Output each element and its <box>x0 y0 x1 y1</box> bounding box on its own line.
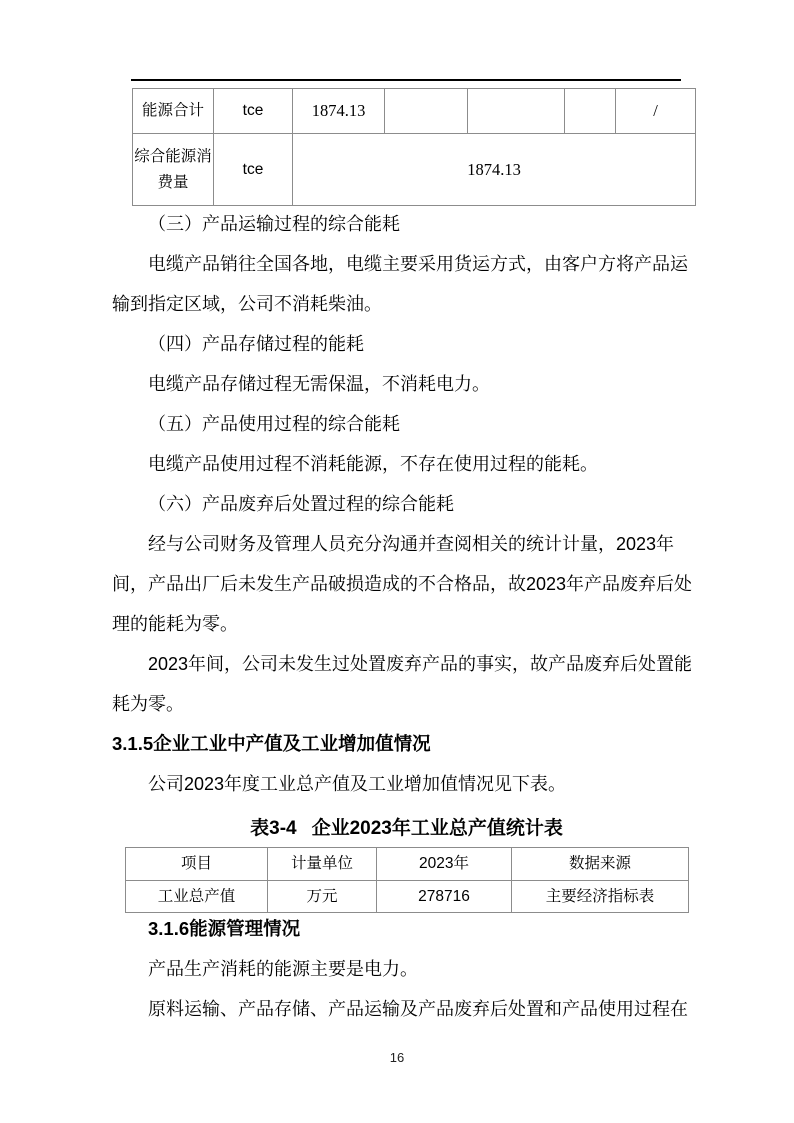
comprehensive-energy-label: 综合能源消费量 <box>133 134 214 206</box>
page-number: 16 <box>389 1050 405 1065</box>
col-header-source: 数据来源 <box>512 848 689 881</box>
empty-cell <box>565 89 616 134</box>
industrial-output-table <box>125 847 689 913</box>
table34-caption-label: 表3-4 <box>250 818 297 839</box>
industrial-output-source: 主要经济指标表 <box>512 881 689 913</box>
table34-caption <box>125 814 688 844</box>
section-heading-316: 3.1.6能源管理情况 <box>148 918 301 939</box>
table-row <box>133 89 696 134</box>
industrial-output-label: 工业总产值 <box>126 881 268 913</box>
paragraph-line: 电缆产品存储过程无需保温，不消耗电力。 <box>148 374 490 394</box>
subheading-5: （五）产品使用过程的综合能耗 <box>148 414 400 434</box>
section-heading-315: 3.1.5企业工业中产值及工业增加值情况 <box>112 733 431 754</box>
body-text-block-2 <box>112 909 712 1029</box>
industrial-output-value: 278716 <box>377 881 512 913</box>
subheading-6: （六）产品废弃后处置过程的综合能耗 <box>148 494 454 514</box>
paragraph-line: 理的能耗为零。 <box>112 614 238 634</box>
energy-total-unit: tce <box>214 89 293 134</box>
table-row <box>126 881 689 913</box>
paragraph-line: 输到指定区域，公司不消耗柴油。 <box>112 294 382 314</box>
energy-total-label: 能源合计 <box>133 89 214 134</box>
paragraph-line: 公司2023年度工业总产值及工业增加值情况见下表。 <box>148 774 567 794</box>
paragraph-line: 电缆产品销往全国各地，电缆主要采用货运方式，由客户方将产品运 <box>148 254 688 274</box>
energy-summary-table <box>132 88 696 206</box>
empty-cell <box>468 89 565 134</box>
paragraph-line: 间，产品出厂后未发生产品破损造成的不合格品，故2023年产品废弃后处 <box>112 574 693 594</box>
comprehensive-energy-value: 1874.13 <box>293 134 696 206</box>
paragraph-line: 耗为零。 <box>112 694 184 714</box>
paragraph-line: 产品生产消耗的能源主要是电力。 <box>148 959 418 979</box>
col-header-unit: 计量单位 <box>268 848 377 881</box>
paragraph-line: 电缆产品使用过程不消耗能源，不存在使用过程的能耗。 <box>148 454 598 474</box>
top-rule <box>131 79 681 81</box>
subheading-4: （四）产品存储过程的能耗 <box>148 334 364 354</box>
comprehensive-energy-unit: tce <box>214 134 293 206</box>
energy-total-note: / <box>616 89 696 134</box>
energy-total-value: 1874.13 <box>293 89 385 134</box>
paragraph-line: 原料运输、产品存储、产品运输及产品废弃后处置和产品使用过程在 <box>148 999 688 1019</box>
paragraph-line: 经与公司财务及管理人员充分沟通并查阅相关的统计计量，2023年 <box>148 534 675 554</box>
col-header-year: 2023年 <box>377 848 512 881</box>
table34-caption-title: 企业2023年工业总产值统计表 <box>311 818 563 839</box>
paragraph-line: 2023年间，公司未发生过处置废弃产品的事实，故产品废弃后处置能 <box>148 654 693 674</box>
empty-cell <box>385 89 468 134</box>
body-text-block <box>112 204 712 804</box>
table-row <box>133 134 696 206</box>
col-header-item: 项目 <box>126 848 268 881</box>
industrial-output-unit: 万元 <box>268 881 377 913</box>
subheading-3: （三）产品运输过程的综合能耗 <box>148 214 400 234</box>
table-header-row <box>126 848 689 881</box>
